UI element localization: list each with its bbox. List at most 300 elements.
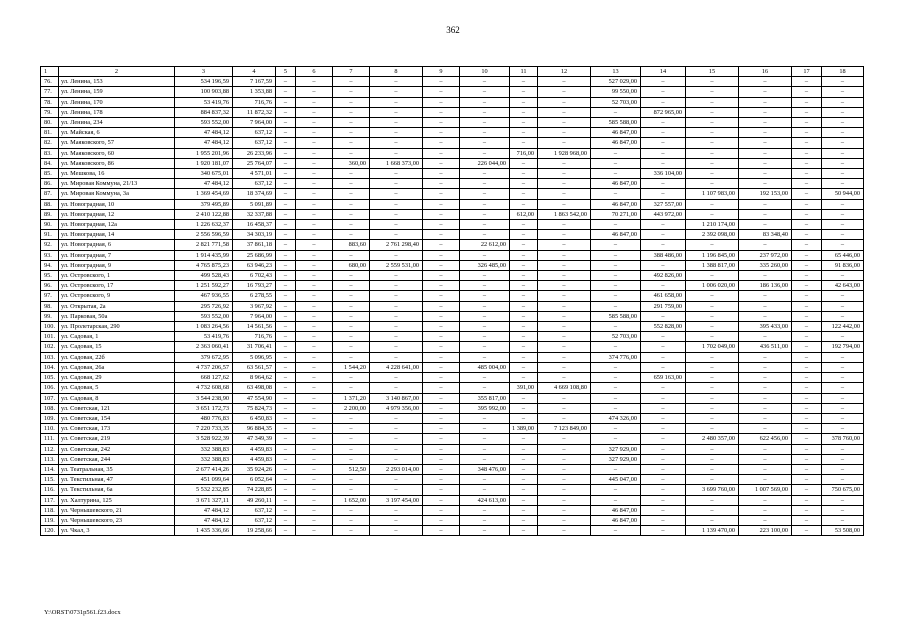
row-number-cell: 97. xyxy=(41,291,59,301)
address-cell: ул. Чкал, 3 xyxy=(59,526,175,536)
amount-cell: 1 251 592,27 xyxy=(175,281,233,291)
empty-value-cell: – xyxy=(370,515,423,525)
empty-value-cell: – xyxy=(460,413,510,423)
empty-value-cell: – xyxy=(538,454,591,464)
table-row xyxy=(41,118,864,128)
empty-value-cell: – xyxy=(510,169,538,179)
empty-value-cell: – xyxy=(276,475,296,485)
amount-cell: 70 271,00 xyxy=(591,209,641,219)
empty-value-cell: – xyxy=(510,393,538,403)
column-number-cell: 2 xyxy=(59,67,175,77)
empty-value-cell: – xyxy=(423,209,460,219)
empty-value-cell: – xyxy=(333,77,370,87)
amount-cell: 46 847,00 xyxy=(591,199,641,209)
empty-value-cell: – xyxy=(296,444,333,454)
empty-value-cell: – xyxy=(276,169,296,179)
empty-value-cell: – xyxy=(460,301,510,311)
empty-value-cell: – xyxy=(460,332,510,342)
amount-cell: 527 029,00 xyxy=(591,77,641,87)
empty-value-cell: – xyxy=(591,495,641,505)
empty-value-cell: – xyxy=(423,424,460,434)
column-number-cell: 6 xyxy=(296,67,333,77)
empty-value-cell: – xyxy=(460,148,510,158)
amount-cell: 1 371,20 xyxy=(333,393,370,403)
amount-cell: 637,12 xyxy=(233,138,276,148)
empty-value-cell: – xyxy=(296,526,333,536)
empty-value-cell: – xyxy=(370,342,423,352)
empty-value-cell: – xyxy=(686,148,739,158)
table-row xyxy=(41,97,864,107)
empty-value-cell: – xyxy=(460,87,510,97)
address-cell: ул. Халтурина, 125 xyxy=(59,495,175,505)
amount-cell: 2 363 060,41 xyxy=(175,342,233,352)
table-row xyxy=(41,403,864,413)
amount-cell: 47 484,12 xyxy=(175,128,233,138)
amount-cell: 388 486,00 xyxy=(641,250,686,260)
column-number-cell: 3 xyxy=(175,67,233,77)
empty-value-cell: – xyxy=(822,220,864,230)
empty-value-cell: – xyxy=(370,444,423,454)
empty-value-cell: – xyxy=(423,505,460,515)
empty-value-cell: – xyxy=(423,148,460,158)
address-cell: ул. Новоградная, 14 xyxy=(59,230,175,240)
empty-value-cell: – xyxy=(538,322,591,332)
empty-value-cell: – xyxy=(641,138,686,148)
empty-value-cell: – xyxy=(370,97,423,107)
empty-value-cell: – xyxy=(423,118,460,128)
amount-cell: 1 139 470,00 xyxy=(686,526,739,536)
empty-value-cell: – xyxy=(641,383,686,393)
amount-cell: 332 388,83 xyxy=(175,444,233,454)
empty-value-cell: – xyxy=(510,97,538,107)
empty-value-cell: – xyxy=(423,393,460,403)
address-cell: ул. Театральная, 35 xyxy=(59,464,175,474)
empty-value-cell: – xyxy=(460,107,510,117)
amount-cell: 122 442,00 xyxy=(822,322,864,332)
row-number-cell: 101. xyxy=(41,332,59,342)
empty-value-cell: – xyxy=(686,393,739,403)
empty-value-cell: – xyxy=(460,434,510,444)
address-cell: ул. Текстильная, 6а xyxy=(59,485,175,495)
empty-value-cell: – xyxy=(591,434,641,444)
data-table xyxy=(40,66,864,536)
empty-value-cell: – xyxy=(538,434,591,444)
empty-value-cell: – xyxy=(296,281,333,291)
empty-value-cell: – xyxy=(538,475,591,485)
empty-value-cell: – xyxy=(686,444,739,454)
amount-cell: 424 613,00 xyxy=(460,495,510,505)
amount-cell: 534 196,59 xyxy=(175,77,233,87)
amount-cell: 593 552,00 xyxy=(175,311,233,321)
amount-cell: 83 348,40 xyxy=(739,230,792,240)
table-row xyxy=(41,281,864,291)
empty-value-cell: – xyxy=(739,107,792,117)
empty-value-cell: – xyxy=(641,332,686,342)
amount-cell: 19 258,66 xyxy=(233,526,276,536)
amount-cell: 360,00 xyxy=(333,158,370,168)
amount-cell: 436 511,00 xyxy=(739,342,792,352)
empty-value-cell: – xyxy=(510,291,538,301)
table-row xyxy=(41,352,864,362)
empty-value-cell: – xyxy=(510,413,538,423)
empty-value-cell: – xyxy=(739,444,792,454)
amount-cell: 499 528,43 xyxy=(175,271,233,281)
empty-value-cell: – xyxy=(333,475,370,485)
empty-value-cell: – xyxy=(739,77,792,87)
address-cell: ул. Садовая, 8 xyxy=(59,393,175,403)
empty-value-cell: – xyxy=(792,311,822,321)
empty-value-cell: – xyxy=(538,189,591,199)
empty-value-cell: – xyxy=(591,393,641,403)
empty-value-cell: – xyxy=(641,475,686,485)
empty-value-cell: – xyxy=(822,444,864,454)
empty-value-cell: – xyxy=(686,464,739,474)
empty-value-cell: – xyxy=(641,158,686,168)
empty-value-cell: – xyxy=(792,220,822,230)
empty-value-cell: – xyxy=(460,475,510,485)
amount-cell: 327 929,00 xyxy=(591,444,641,454)
column-number-cell: 4 xyxy=(233,67,276,77)
empty-value-cell: – xyxy=(296,250,333,260)
empty-value-cell: – xyxy=(370,138,423,148)
empty-value-cell: – xyxy=(739,413,792,423)
row-number-cell: 88. xyxy=(41,199,59,209)
amount-cell: 2 556 596,59 xyxy=(175,230,233,240)
empty-value-cell: – xyxy=(296,311,333,321)
address-cell: ул. Пролетарская, 290 xyxy=(59,322,175,332)
address-cell: ул. Мешкова, 16 xyxy=(59,169,175,179)
empty-value-cell: – xyxy=(423,87,460,97)
empty-value-cell: – xyxy=(370,383,423,393)
empty-value-cell: – xyxy=(460,485,510,495)
row-number-cell: 108. xyxy=(41,403,59,413)
empty-value-cell: – xyxy=(333,230,370,240)
amount-cell: 52 703,00 xyxy=(591,332,641,342)
amount-cell: 46 847,00 xyxy=(591,505,641,515)
empty-value-cell: – xyxy=(423,311,460,321)
amount-cell: 47 484,12 xyxy=(175,505,233,515)
empty-value-cell: – xyxy=(460,281,510,291)
column-number-cell: 18 xyxy=(822,67,864,77)
empty-value-cell: – xyxy=(510,485,538,495)
amount-cell: 1 435 336,66 xyxy=(175,526,233,536)
empty-value-cell: – xyxy=(822,403,864,413)
empty-value-cell: – xyxy=(460,230,510,240)
empty-value-cell: – xyxy=(276,526,296,536)
empty-value-cell: – xyxy=(460,179,510,189)
empty-value-cell: – xyxy=(460,128,510,138)
amount-cell: 552 828,00 xyxy=(641,322,686,332)
empty-value-cell: – xyxy=(370,301,423,311)
empty-value-cell: – xyxy=(510,158,538,168)
empty-value-cell: – xyxy=(370,413,423,423)
table-row xyxy=(41,485,864,495)
amount-cell: 16 458,37 xyxy=(233,220,276,230)
empty-value-cell: – xyxy=(686,77,739,87)
empty-value-cell: – xyxy=(460,77,510,87)
empty-value-cell: – xyxy=(296,352,333,362)
empty-value-cell: – xyxy=(423,179,460,189)
empty-value-cell: – xyxy=(538,138,591,148)
empty-value-cell: – xyxy=(822,77,864,87)
amount-cell: 192 794,00 xyxy=(822,342,864,352)
empty-value-cell: – xyxy=(296,87,333,97)
empty-value-cell: – xyxy=(792,240,822,250)
empty-value-cell: – xyxy=(686,332,739,342)
amount-cell: 2 200,00 xyxy=(333,403,370,413)
column-number-cell: 14 xyxy=(641,67,686,77)
empty-value-cell: – xyxy=(333,189,370,199)
amount-cell: 884 837,32 xyxy=(175,107,233,117)
amount-cell: 99 550,00 xyxy=(591,87,641,97)
row-number-cell: 120. xyxy=(41,526,59,536)
amount-cell: 91 836,00 xyxy=(822,260,864,270)
empty-value-cell: – xyxy=(538,199,591,209)
empty-value-cell: – xyxy=(423,526,460,536)
empty-value-cell: – xyxy=(591,240,641,250)
empty-value-cell: – xyxy=(423,250,460,260)
empty-value-cell: – xyxy=(296,393,333,403)
table-row xyxy=(41,87,864,97)
address-cell: ул. Садовая, 5 xyxy=(59,383,175,393)
empty-value-cell: – xyxy=(792,97,822,107)
table-row xyxy=(41,179,864,189)
empty-value-cell: – xyxy=(792,485,822,495)
empty-value-cell: – xyxy=(296,199,333,209)
empty-value-cell: – xyxy=(792,118,822,128)
amount-cell: 1 920 181,07 xyxy=(175,158,233,168)
empty-value-cell: – xyxy=(739,158,792,168)
amount-cell: 6 702,43 xyxy=(233,271,276,281)
empty-value-cell: – xyxy=(686,107,739,117)
empty-value-cell: – xyxy=(686,424,739,434)
row-number-cell: 107. xyxy=(41,393,59,403)
empty-value-cell: – xyxy=(276,403,296,413)
empty-value-cell: – xyxy=(510,526,538,536)
empty-value-cell: – xyxy=(370,332,423,342)
empty-value-cell: – xyxy=(276,220,296,230)
amount-cell: 42 643,00 xyxy=(822,281,864,291)
empty-value-cell: – xyxy=(276,332,296,342)
amount-cell: 75 824,73 xyxy=(233,403,276,413)
empty-value-cell: – xyxy=(686,138,739,148)
empty-value-cell: – xyxy=(591,220,641,230)
empty-value-cell: – xyxy=(792,77,822,87)
table-row xyxy=(41,464,864,474)
table-row xyxy=(41,424,864,434)
empty-value-cell: – xyxy=(510,107,538,117)
empty-value-cell: – xyxy=(822,464,864,474)
amount-cell: 379 672,95 xyxy=(175,352,233,362)
amount-cell: 5 091,89 xyxy=(233,199,276,209)
empty-value-cell: – xyxy=(739,128,792,138)
empty-value-cell: – xyxy=(822,311,864,321)
empty-value-cell: – xyxy=(739,138,792,148)
column-number-cell: 7 xyxy=(333,67,370,77)
row-number-cell: 78. xyxy=(41,97,59,107)
empty-value-cell: – xyxy=(822,373,864,383)
row-number-cell: 96. xyxy=(41,281,59,291)
amount-cell: 391,00 xyxy=(510,383,538,393)
amount-cell: 750 675,00 xyxy=(822,485,864,495)
empty-value-cell: – xyxy=(333,424,370,434)
amount-cell: 3 699 760,00 xyxy=(686,485,739,495)
amount-cell: 340 675,01 xyxy=(175,169,233,179)
empty-value-cell: – xyxy=(276,454,296,464)
empty-value-cell: – xyxy=(370,485,423,495)
empty-value-cell: – xyxy=(296,485,333,495)
empty-value-cell: – xyxy=(276,158,296,168)
empty-value-cell: – xyxy=(641,413,686,423)
amount-cell: 716,00 xyxy=(510,148,538,158)
amount-cell: 5 532 232,85 xyxy=(175,485,233,495)
amount-cell: 637,12 xyxy=(233,128,276,138)
amount-cell: 2 559 531,00 xyxy=(370,260,423,270)
empty-value-cell: – xyxy=(276,464,296,474)
amount-cell: 35 924,26 xyxy=(233,464,276,474)
empty-value-cell: – xyxy=(538,403,591,413)
empty-value-cell: – xyxy=(792,189,822,199)
empty-value-cell: – xyxy=(538,495,591,505)
amount-cell: 4 737 206,57 xyxy=(175,362,233,372)
amount-cell: 47 349,39 xyxy=(233,434,276,444)
empty-value-cell: – xyxy=(641,526,686,536)
empty-value-cell: – xyxy=(510,464,538,474)
amount-cell: 1 388 817,00 xyxy=(686,260,739,270)
amount-cell: 186 136,00 xyxy=(739,281,792,291)
empty-value-cell: – xyxy=(641,464,686,474)
empty-value-cell: – xyxy=(792,230,822,240)
empty-value-cell: – xyxy=(822,128,864,138)
amount-cell: 2 410 122,88 xyxy=(175,209,233,219)
empty-value-cell: – xyxy=(333,291,370,301)
amount-cell: 872 965,00 xyxy=(641,107,686,117)
amount-cell: 3 967,92 xyxy=(233,301,276,311)
empty-value-cell: – xyxy=(296,403,333,413)
empty-value-cell: – xyxy=(510,240,538,250)
empty-value-cell: – xyxy=(276,179,296,189)
empty-value-cell: – xyxy=(370,291,423,301)
empty-value-cell: – xyxy=(641,240,686,250)
empty-value-cell: – xyxy=(641,454,686,464)
empty-value-cell: – xyxy=(276,413,296,423)
empty-value-cell: – xyxy=(686,179,739,189)
empty-value-cell: – xyxy=(460,97,510,107)
empty-value-cell: – xyxy=(538,393,591,403)
row-number-cell: 92. xyxy=(41,240,59,250)
amount-cell: 32 337,88 xyxy=(233,209,276,219)
amount-cell: 593 552,00 xyxy=(175,118,233,128)
empty-value-cell: – xyxy=(792,281,822,291)
empty-value-cell: – xyxy=(591,169,641,179)
empty-value-cell: – xyxy=(296,107,333,117)
amount-cell: 4 765 875,23 xyxy=(175,260,233,270)
amount-cell: 46 847,00 xyxy=(591,515,641,525)
row-number-cell: 117. xyxy=(41,495,59,505)
empty-value-cell: – xyxy=(276,311,296,321)
empty-value-cell: – xyxy=(510,189,538,199)
amount-cell: 37 861,18 xyxy=(233,240,276,250)
empty-value-cell: – xyxy=(296,475,333,485)
row-number-cell: 95. xyxy=(41,271,59,281)
empty-value-cell: – xyxy=(296,342,333,352)
empty-value-cell: – xyxy=(333,413,370,423)
empty-value-cell: – xyxy=(276,301,296,311)
empty-value-cell: – xyxy=(510,128,538,138)
empty-value-cell: – xyxy=(686,169,739,179)
amount-cell: 612,00 xyxy=(510,209,538,219)
address-cell: ул. Ленина, 170 xyxy=(59,97,175,107)
empty-value-cell: – xyxy=(792,209,822,219)
amount-cell: 4 979 356,00 xyxy=(370,403,423,413)
amount-cell: 6 450,83 xyxy=(233,413,276,423)
empty-value-cell: – xyxy=(641,189,686,199)
empty-value-cell: – xyxy=(460,342,510,352)
empty-value-cell: – xyxy=(538,230,591,240)
empty-value-cell: – xyxy=(460,383,510,393)
table-row xyxy=(41,169,864,179)
empty-value-cell: – xyxy=(423,230,460,240)
empty-value-cell: – xyxy=(792,475,822,485)
empty-value-cell: – xyxy=(460,220,510,230)
empty-value-cell: – xyxy=(641,220,686,230)
empty-value-cell: – xyxy=(423,260,460,270)
empty-value-cell: – xyxy=(510,301,538,311)
empty-value-cell: – xyxy=(739,373,792,383)
amount-cell: 659 163,00 xyxy=(641,373,686,383)
empty-value-cell: – xyxy=(333,271,370,281)
empty-value-cell: – xyxy=(792,322,822,332)
empty-value-cell: – xyxy=(276,495,296,505)
empty-value-cell: – xyxy=(641,424,686,434)
row-number-cell: 98. xyxy=(41,301,59,311)
empty-value-cell: – xyxy=(276,352,296,362)
empty-value-cell: – xyxy=(510,362,538,372)
amount-cell: 1 369 454,69 xyxy=(175,189,233,199)
address-cell: ул. Новоградная, 9 xyxy=(59,260,175,270)
amount-cell: 2 392 098,00 xyxy=(686,230,739,240)
row-number-cell: 105. xyxy=(41,373,59,383)
empty-value-cell: – xyxy=(460,352,510,362)
empty-value-cell: – xyxy=(333,179,370,189)
empty-value-cell: – xyxy=(460,454,510,464)
empty-value-cell: – xyxy=(510,260,538,270)
empty-value-cell: – xyxy=(296,148,333,158)
document-path-footer: Y:\ORST\0731p561.f23.docx xyxy=(44,609,121,616)
empty-value-cell: – xyxy=(370,179,423,189)
amount-cell: 1 955 201,96 xyxy=(175,148,233,158)
amount-cell: 680,00 xyxy=(333,260,370,270)
empty-value-cell: – xyxy=(276,434,296,444)
empty-value-cell: – xyxy=(739,87,792,97)
empty-value-cell: – xyxy=(538,515,591,525)
empty-value-cell: – xyxy=(538,271,591,281)
empty-value-cell: – xyxy=(370,505,423,515)
empty-value-cell: – xyxy=(538,260,591,270)
amount-cell: 192 153,00 xyxy=(739,189,792,199)
empty-value-cell: – xyxy=(686,362,739,372)
empty-value-cell: – xyxy=(538,444,591,454)
amount-cell: 6 278,55 xyxy=(233,291,276,301)
amount-cell: 443 972,00 xyxy=(641,209,686,219)
empty-value-cell: – xyxy=(333,138,370,148)
empty-value-cell: – xyxy=(370,77,423,87)
column-number-cell: 11 xyxy=(510,67,538,77)
amount-cell: 378 760,00 xyxy=(822,434,864,444)
empty-value-cell: – xyxy=(423,77,460,87)
empty-value-cell: – xyxy=(370,281,423,291)
empty-value-cell: – xyxy=(423,189,460,199)
